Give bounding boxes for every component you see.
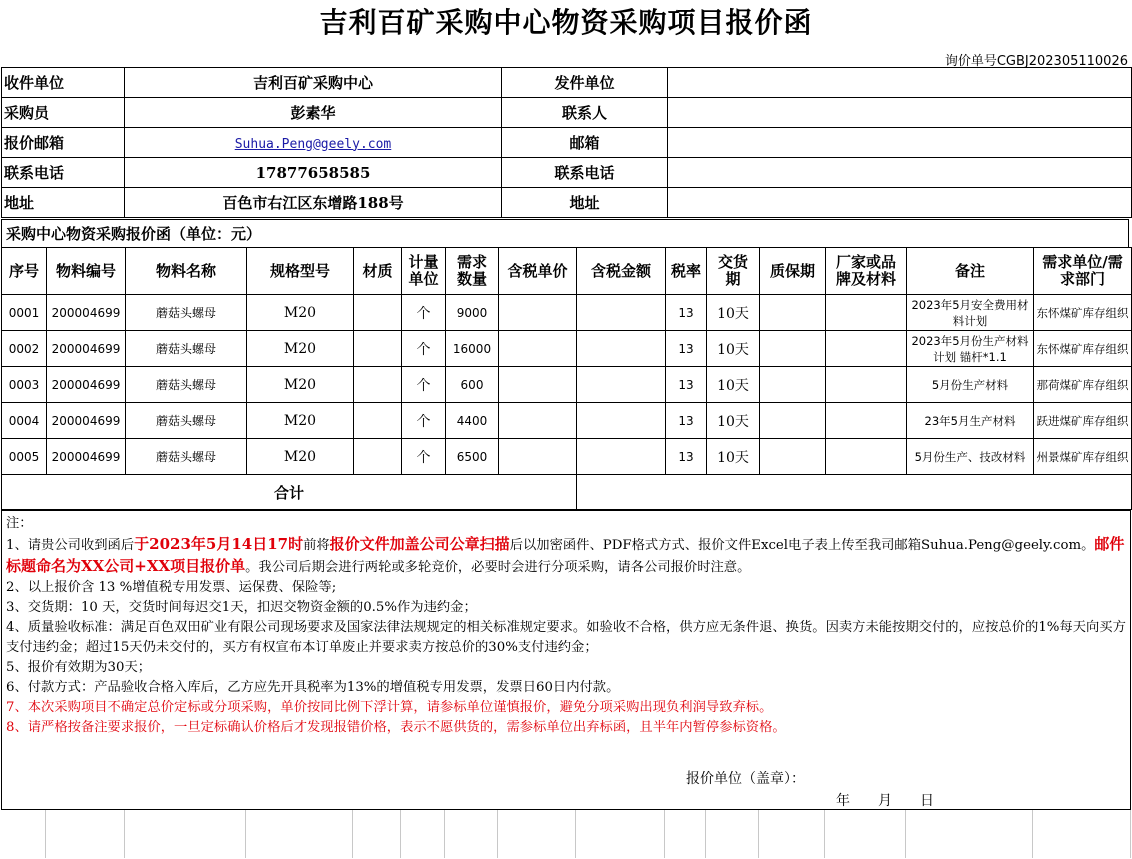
spec-model: M20: [247, 367, 354, 403]
material-type[interactable]: [354, 295, 402, 331]
row-number: 0004: [2, 403, 47, 439]
column-header: 规格型号: [247, 248, 354, 295]
row-number: 0001: [2, 295, 47, 331]
date-label: 年 月 日: [836, 793, 934, 809]
unit: 个: [402, 439, 446, 475]
total-value[interactable]: [577, 475, 1132, 510]
material-type[interactable]: [354, 403, 402, 439]
info-row: [2, 188, 1132, 218]
info-row: [2, 128, 1132, 158]
note-4: 4、质量验收标准：满足百色双田矿业有限公司现场要求及国家法律法规规定的相关标准规定要求。如验收不合格，供方应无条件退、换货。因卖方未能按期交付的，应按总价的1%每天向买方支付违约金；超过15天仍未交付的，买方有权宣布本订单废止并要求卖方按总价的30%支付违约金；: [6, 620, 1126, 655]
info-row: [2, 158, 1132, 188]
tax-rate: 13: [666, 295, 707, 331]
warranty-input[interactable]: [760, 403, 826, 439]
info-row: [2, 98, 1132, 128]
quantity: 6500: [446, 439, 499, 475]
column-header: 含税单价: [499, 248, 577, 295]
note-text: 前将: [303, 538, 330, 553]
table-row: [2, 295, 1132, 331]
column-header: 物料编号: [47, 248, 126, 295]
quotation-items-table: [1, 247, 1132, 510]
material-name: 蘑菇头螺母: [126, 295, 247, 331]
spec-model: M20: [247, 403, 354, 439]
column-header: 含税金额: [577, 248, 666, 295]
column-header: 材质: [354, 248, 402, 295]
tax-rate: 13: [666, 439, 707, 475]
quantity: 600: [446, 367, 499, 403]
warranty-input[interactable]: [760, 295, 826, 331]
material-name: 蘑菇头螺母: [126, 403, 247, 439]
info-label: 联系电话: [2, 158, 125, 188]
material-name: 蘑菇头螺母: [126, 367, 247, 403]
tax-rate: 13: [666, 367, 707, 403]
row-number: 0005: [2, 439, 47, 475]
warranty-input[interactable]: [760, 367, 826, 403]
table-row: [2, 331, 1132, 367]
info-value-input[interactable]: [668, 68, 1132, 98]
info-label: 联系人: [502, 98, 668, 128]
demand-department: 跃进煤矿库存组织: [1034, 403, 1132, 439]
amount-input[interactable]: [577, 439, 666, 475]
demand-department: 东怀煤矿库存组织: [1034, 331, 1132, 367]
note-highlight: 报价文件加盖公司公章扫描: [329, 535, 510, 553]
info-label: 邮箱: [502, 128, 668, 158]
column-header: 需求数量: [446, 248, 499, 295]
info-label: 报价邮箱: [2, 128, 125, 158]
row-number: 0003: [2, 367, 47, 403]
material-type[interactable]: [354, 439, 402, 475]
column-header: 质保期: [760, 248, 826, 295]
info-label: 采购员: [2, 98, 125, 128]
info-label: 地址: [2, 188, 125, 218]
material-code: 200004699: [47, 439, 126, 475]
material-type[interactable]: [354, 331, 402, 367]
info-label: 地址: [502, 188, 668, 218]
info-value-input[interactable]: [668, 158, 1132, 188]
table-row: [2, 367, 1132, 403]
amount-input[interactable]: [577, 403, 666, 439]
inquiry-number: 询价单号CGBJ202305110026: [944, 54, 1128, 69]
spec-model: M20: [247, 439, 354, 475]
brand-input[interactable]: [826, 403, 907, 439]
info-label: 发件单位: [502, 68, 668, 98]
remark: 5月份生产、技改材料: [907, 439, 1034, 475]
info-value[interactable]: 吉利百矿采购中心: [125, 68, 502, 98]
spec-model: M20: [247, 331, 354, 367]
empty-grid-row: [1, 810, 1131, 858]
info-value[interactable]: 百色市右江区东增路188号: [125, 188, 502, 218]
remark: 2023年5月安全费用材料计划: [907, 295, 1034, 331]
unit-price-input[interactable]: [499, 439, 577, 475]
remark: 23年5月生产材料: [907, 403, 1034, 439]
note-2: 2、以上报价含 13 %增值税专用发票、运保费、保险等;: [6, 580, 337, 595]
brand-input[interactable]: [826, 439, 907, 475]
unit-price-input[interactable]: [499, 403, 577, 439]
notes-section: [1, 510, 1131, 810]
column-header: 计量单位: [402, 248, 446, 295]
note-text: 1、请贵公司收到函后: [6, 538, 135, 553]
info-row: [2, 68, 1132, 98]
brand-input[interactable]: [826, 331, 907, 367]
column-header: 物料名称: [126, 248, 247, 295]
table-caption: 采购中心物资采购报价函（单位：元）: [1, 219, 1129, 247]
brand-input[interactable]: [826, 295, 907, 331]
row-number: 0002: [2, 331, 47, 367]
unit: 个: [402, 403, 446, 439]
table-row: [2, 439, 1132, 475]
material-code: 200004699: [47, 295, 126, 331]
warranty-input[interactable]: [760, 331, 826, 367]
unit-price-input[interactable]: [499, 367, 577, 403]
notes-head: 注：: [6, 516, 33, 531]
note-1: [6, 534, 1126, 578]
info-value-input[interactable]: [668, 98, 1132, 128]
delivery-time: 10天: [707, 439, 760, 475]
info-label: 联系电话: [502, 158, 668, 188]
page-title: 吉利百矿采购中心物资采购项目报价函: [319, 6, 813, 39]
info-value[interactable]: 17877658585: [125, 158, 502, 188]
total-label: 合计: [2, 475, 577, 510]
note-5: 5、报价有效期为30天；: [6, 660, 152, 675]
email-cell[interactable]: [125, 128, 502, 158]
delivery-time: 10天: [707, 403, 760, 439]
tax-rate: 13: [666, 403, 707, 439]
material-type[interactable]: [354, 367, 402, 403]
note-6: 6、付款方式：产品验收合格入库后，乙方应先开具税率为13%的增值税专用发票，发票日60日内付款。: [6, 680, 620, 695]
note-highlight: 邮件标题命名为XX公司+XX项目报价单: [6, 535, 1125, 575]
info-value[interactable]: 彭素华: [125, 98, 502, 128]
delivery-time: 10天: [707, 367, 760, 403]
amount-input[interactable]: [577, 295, 666, 331]
quantity: 16000: [446, 331, 499, 367]
note-deadline: 于2023年5月14日17时: [134, 535, 304, 553]
info-value-input[interactable]: [668, 188, 1132, 218]
delivery-time: 10天: [707, 331, 760, 367]
warranty-input[interactable]: [760, 439, 826, 475]
brand-input[interactable]: [826, 367, 907, 403]
unit-price-input[interactable]: [499, 331, 577, 367]
column-header: 需求单位/需求部门: [1034, 248, 1132, 295]
quantity: 9000: [446, 295, 499, 331]
email-link[interactable]: Suhua.Peng@geely.com: [234, 136, 392, 152]
material-code: 200004699: [47, 331, 126, 367]
column-header: 序号: [2, 248, 47, 295]
info-value-input[interactable]: [668, 128, 1132, 158]
spec-model: M20: [247, 295, 354, 331]
unit: 个: [402, 367, 446, 403]
column-header: 厂家或品牌及材料: [826, 248, 907, 295]
delivery-time: 10天: [707, 295, 760, 331]
tax-rate: 13: [666, 331, 707, 367]
column-header: 税率: [666, 248, 707, 295]
column-header: 交货期: [707, 248, 760, 295]
unit: 个: [402, 295, 446, 331]
quantity: 4400: [446, 403, 499, 439]
table-header-row: [2, 248, 1132, 295]
material-code: 200004699: [47, 403, 126, 439]
remark: 5月份生产材料: [907, 367, 1034, 403]
unit: 个: [402, 331, 446, 367]
amount-input[interactable]: [577, 331, 666, 367]
note-7: 7、本次采购项目不确定总价定标或分项采购，单价按同比例下浮计算，请参标单位谨慎报价，避免分项采购出现负利润导致弃标。: [6, 700, 773, 715]
info-label: 收件单位: [2, 68, 125, 98]
column-header: 备注: [907, 248, 1034, 295]
demand-department: 州景煤矿库存组织: [1034, 439, 1132, 475]
material-name: 蘑菇头螺母: [126, 331, 247, 367]
unit-price-input[interactable]: [499, 295, 577, 331]
note-8: 8、请严格按备注要求报价，一旦定标确认价格后才发现报错价格，表示不愿供货的，需参标单位出弃标函，且半年内暂停参标资格。: [6, 720, 786, 735]
material-name: 蘑菇头螺母: [126, 439, 247, 475]
demand-department: 东怀煤矿库存组织: [1034, 295, 1132, 331]
signature-label: 报价单位（盖章）：: [686, 771, 805, 787]
remark: 2023年5月份生产材料计划 锚杆*1.1: [907, 331, 1034, 367]
demand-department: 那荷煤矿库存组织: [1034, 367, 1132, 403]
table-row: [2, 403, 1132, 439]
note-text: 后以加密函件、PDF格式方式、报价文件Excel电子表上传至我司邮箱Suhua.Peng@geely.com。: [509, 538, 1095, 553]
material-code: 200004699: [47, 367, 126, 403]
note-text: 。我公司后期会进行两轮或多轮竞价，必要时会进行分项采购，请各公司报价时注意。: [245, 560, 751, 575]
note-3: 3、交货期：10 天，交货时间每迟交1天，扣迟交物资金额的0.5%作为违约金；: [6, 600, 477, 615]
contact-info-table: [1, 67, 1132, 218]
total-row: [2, 475, 1132, 510]
amount-input[interactable]: [577, 367, 666, 403]
